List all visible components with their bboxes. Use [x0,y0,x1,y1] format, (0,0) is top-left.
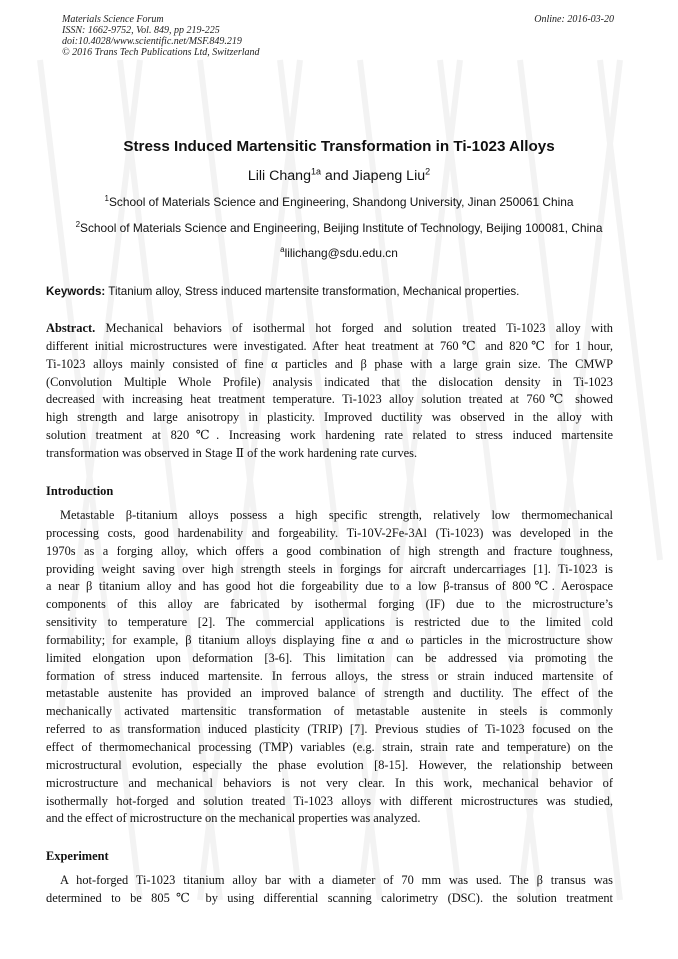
abstract-line: Ti-1023 alloys mainly consisted of fine α particles and β phase with a large grain size. The CMWP [46,356,613,371]
journal-issn: ISSN: 1662-9752, Vol. 849, pp 219-225 [62,25,220,36]
section-heading-experiment: Experiment [46,849,109,863]
abstract-line: high strength and large anisotropy in plasticity. Improved ductility was observed in the alloy with [46,410,613,425]
email-sup: a [280,245,285,255]
author-1: Lili Chang [247,168,311,184]
experiment-body [46,872,613,908]
online-date-text: Online: 2016-03-20 [534,14,614,25]
paper-title: Stress Induced Martensitic Transformation in Ti-1023 Alloys [123,138,555,155]
affiliation-2-text: School of Materials Science and Engineering, Beijing Institute of Technology, Beijing 100081, China [80,221,603,235]
intro-line: sensitivity to temperature [2]. The commercial applications is restricted due to the limited cold [46,615,613,630]
affiliation-2-sup: 2 [75,220,81,230]
abstract-label: Abstract. [46,321,96,335]
section-heading-introduction: Introduction [46,484,114,498]
author-2: Jiapeng Liu [352,168,426,184]
author-2-sup: 2 [425,166,431,177]
journal-doi: doi:10.4028/www.scientific.net/MSF.849.219 [62,36,242,47]
abstract [46,320,613,463]
introduction-body [46,507,613,828]
intro-line: microstructure and mechanical behaviors is not very clear. In this work, mechanical behavior of [46,775,613,790]
abstract-line: different initial microstructures were investigated. After heat treatment at 760℃ and 820℃ for 1 hour, [46,338,613,353]
affiliation-1-sup: 1 [104,194,109,204]
email-text: lilichang@sdu.edu.cn [284,246,398,260]
keywords-label: Keywords: [46,285,106,298]
intro-line: effect of thermomechanical processing (TMP) variables (e.g. strain, strain rate and temperature) on the [46,739,613,754]
intro-line: mechanically activated martensitic transformation of metastable austenite in steels is commonly [46,704,613,719]
online-date [534,14,614,25]
journal-header [62,14,260,58]
keywords [46,285,636,298]
intro-line: 1970s as a forging alloy, which offers a good combination of high strength and fracture toughness, [46,543,613,558]
affiliation-1 [0,195,678,209]
intro-line: providing weight saving over high strength steels in forgings for aircraft undercarriages [1]. Ti-1023 is [46,561,613,576]
intro-line: formability; for example, β titanium alloys displaying fine α and ω particles in the microstructure show [46,632,613,647]
abstract-line: Abstract. Mechanical behaviors of isothermal hot forged and solution treated Ti-1023 alloy with [46,321,613,335]
intro-line: and the effect of microstructure on the mechanical properties was analyzed. [46,811,421,826]
intro-line: referred to as transformation induced plasticity (TRIP) [7]. Previous studies of Ti-1023 focused on the [46,722,613,737]
experiment-line: determined to be 805℃ by using differential scanning calorimetry (DSC). the solution treatment [46,890,613,905]
affiliation-2 [0,221,678,235]
author-line [0,168,678,184]
affiliation-1-text: School of Materials Science and Engineering, Shandong University, Jinan 250061 China [108,195,574,209]
intro-line: isothermally hot-forged and solution treated Ti-1023 alloys with different microstructures was studied, [46,793,613,808]
intro-line: limited elongation upon deformation [3-6]. This limitation can be addressed via promoting the [46,650,613,665]
abstract-line: (Convolution Multiple Whole Profile) analysis indicated that the dislocation density in Ti-1023 [46,374,613,389]
intro-line: processing costs, good hardenability and forgeability. Ti-10V-2Fe-3Al (Ti-1023) was developed in the [46,525,613,540]
author-conjunction: and [320,168,353,184]
author-1-sup: 1a [310,166,321,177]
abstract-line: solution treatment at 820℃. Increasing work hardening rate related to stress induced martensite [46,428,613,443]
intro-line: Metastable β-titanium alloys possess a high specific strength, relatively low thermomechanical [60,508,613,522]
journal-copyright: © 2016 Trans Tech Publications Ltd, Switzerland [62,47,260,58]
abstract-line: decreased with increasing heat treatment temperature. Ti-1023 alloy solution treated at 760℃ showed [46,392,613,407]
keywords-text: Titanium alloy, Stress induced martensite transformation, Mechanical properties. [105,285,520,298]
author-email [0,246,678,260]
experiment-line: A hot-forged Ti-1023 titanium alloy bar with a diameter of 70 mm was used. The β transus was [60,873,613,887]
abstract-line: transformation was observed in Stage Ⅱ of the work hardening rate curves. [46,445,418,460]
journal-name: Materials Science Forum [62,14,164,25]
intro-line: formation of stress induced martensite. In ferrous alloys, the stress or strain induced martensite of [46,668,613,683]
intro-line: components of this alloy are fabricated by isothermal forging (IF) due to the microstructure’s [46,597,613,612]
intro-line: microstructural evolution, especially the phase evolution [8-15]. However, the relationship between [46,757,613,772]
intro-line: metastable austenite has provided an improved balance of strength and ductility. The effect of the [46,686,613,701]
intro-line: a near β titanium alloy and has good hot die forgeability due to a low β-transus of 800℃. Aerospace [46,579,613,594]
